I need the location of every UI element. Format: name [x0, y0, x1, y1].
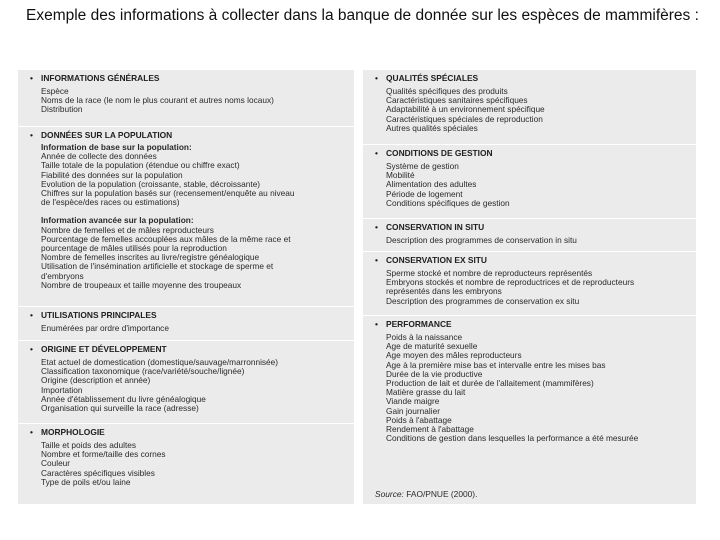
list-item: Année de collecte des données: [41, 151, 157, 162]
section-morphologie: [18, 423, 354, 504]
section-heading: QUALITÉS SPÉCIALES: [386, 73, 479, 83]
list-item: Système de gestion: [386, 161, 459, 171]
right-column: [363, 70, 696, 504]
list-item: Période de logement: [386, 188, 463, 199]
bullet-icon: •: [30, 310, 33, 320]
list-item: Taille totale de la population (étendue ou chiffre exact): [41, 160, 240, 171]
section-heading: CONDITIONS DE GESTION: [386, 148, 493, 158]
list-item: Rendement à l'abattage: [386, 424, 474, 435]
list-item: Durée de la vie productive: [386, 368, 483, 379]
list-item: représentés dans les embryons: [386, 286, 502, 297]
section-qualites-speciales: [363, 70, 696, 144]
list-item: Nombre et forme/taille des cornes: [41, 449, 166, 460]
list-item: Espèce: [41, 86, 69, 96]
list-item: Nombre de femelles et de mâles reproducteurs: [41, 224, 214, 235]
list-item: Type de poils et/ou laine: [41, 476, 131, 487]
list-item: Adaptabilité à un environnement spécifique: [386, 104, 545, 115]
list-item: d'embryons: [41, 270, 84, 281]
list-item: Noms de la race (le nom le plus courant et autres noms locaux): [41, 95, 274, 106]
list-item: Nombre de femelles inscrites au livre/registre généalogique: [41, 252, 260, 263]
bullet-icon: •: [375, 73, 378, 83]
list-item: Alimentation des adultes: [386, 179, 477, 190]
list-item: Année d'établissement du livre généalogique: [41, 393, 206, 404]
source-label: Source:: [375, 489, 404, 499]
list-item: Etat actuel de domestication (domestique/sauvage/marronnisée): [41, 357, 279, 367]
list-item: Caractéristiques spéciales de reproduction: [386, 113, 543, 124]
list-item: Poids à l'abattage: [386, 414, 452, 425]
list-item: Distribution: [41, 104, 83, 115]
list-item: pourcentage de mâles utilisés pour la reproduction: [41, 243, 227, 254]
list-item: Mobilité: [386, 170, 415, 181]
subheading: Information de base sur la population:: [41, 142, 192, 152]
list-item: Conditions spécifiques de gestion: [386, 197, 510, 208]
list-item: Evolution de la population (croissante, stable, décroissante): [41, 178, 261, 189]
section-heading: UTILISATIONS PRINCIPALES: [41, 310, 157, 320]
list-item: Chiffres sur la population basés sur (recensement/enquête au niveau: [41, 188, 295, 199]
bullet-icon: •: [30, 73, 33, 83]
section-utilisations-principales: [18, 306, 354, 340]
list-item: Caractères spécifiques visibles: [41, 467, 155, 478]
list-item: Fiabilité des données sur la population: [41, 169, 183, 180]
subheading: Information avancée sur la population:: [41, 215, 194, 226]
source-citation: [375, 489, 477, 499]
section-heading: DONNÉES SUR LA POPULATION: [41, 130, 173, 140]
section-conservation-ex-situ: [363, 251, 696, 315]
section-conservation-in-situ: [363, 218, 696, 251]
section-heading: CONSERVATION IN SITU: [386, 222, 485, 232]
list-item: Poids à la naissance: [386, 332, 463, 342]
bullet-icon: •: [30, 344, 33, 354]
list-item: Embryons stockés et nombre de reproductrices et de reproducteurs: [386, 277, 635, 288]
bullet-icon: •: [375, 148, 378, 158]
section-heading: CONSERVATION EX SITU: [386, 255, 487, 265]
section-heading: ORIGINE ET DÉVELOPPEMENT: [41, 344, 167, 354]
section-heading: INFORMATIONS GÉNÉRALES: [41, 73, 160, 83]
bullet-icon: •: [30, 427, 33, 437]
section-conditions-gestion: [363, 144, 696, 218]
list-item: Autres qualités spéciales: [386, 122, 478, 133]
section-heading: MORPHOLOGIE: [41, 427, 105, 437]
list-item: de l'espèce/des races ou estimations): [41, 197, 180, 208]
list-item: Caractéristiques sanitaires spécifiques: [386, 95, 528, 106]
section-origine-developpement: [18, 340, 354, 423]
list-item: Description des programmes de conservation in situ: [386, 235, 577, 245]
section-donnees-population: [18, 126, 354, 306]
list-item: Age de maturité sexuelle: [386, 341, 478, 352]
left-column: [18, 70, 354, 504]
list-item: Utilisation de l'insémination artificielle et stockage de sperme et: [41, 261, 274, 272]
list-item: Organisation qui surveille la race (adresse): [41, 403, 199, 414]
list-item: Conditions de gestion dans lesquelles la performance a été mesurée: [386, 433, 639, 444]
list-item: Viande maigre: [386, 396, 440, 407]
bullet-icon: •: [375, 255, 378, 265]
slide-title: Exemple des informations à collecter dans la banque de donnée sur les espèces de mammifères :: [26, 7, 699, 24]
bullet-icon: •: [30, 130, 33, 140]
bullet-icon: •: [375, 319, 378, 329]
list-item: Classification taxonomique (race/variété/souche/lignée): [41, 366, 245, 377]
list-item: Qualités spécifiques des produits: [386, 86, 508, 96]
list-item: Description des programmes de conservation ex situ: [386, 295, 580, 306]
list-item: Importation: [41, 384, 83, 395]
list-item: Matière grasse du lait: [386, 387, 466, 398]
source-text: FAO/PNUE (2000).: [406, 489, 478, 499]
list-item: Nombre de troupeaux et taille moyenne des troupeaux: [41, 279, 242, 290]
list-item: Origine (description et année): [41, 375, 151, 386]
list-item: Pourcentage de femelles accouplées aux mâles de la même race et: [41, 233, 291, 244]
list-item: Age à la première mise bas et intervalle entre les mises bas: [386, 359, 606, 370]
section-performance: [363, 315, 696, 504]
list-item: Age moyen des mâles reproducteurs: [386, 350, 522, 361]
bullet-icon: •: [375, 222, 378, 232]
list-item: Enumérées par ordre d'importance: [41, 323, 169, 333]
list-item: Couleur: [41, 458, 71, 469]
section-informations-generales: [18, 70, 354, 126]
list-item: Gain journalier: [386, 405, 440, 416]
list-item: Taille et poids des adultes: [41, 440, 137, 450]
list-item: Sperme stocké et nombre de reproducteurs représentés: [386, 268, 593, 278]
list-item: Production de lait et durée de l'allaitement (mammifères): [386, 378, 594, 389]
section-heading: PERFORMANCE: [386, 319, 452, 329]
